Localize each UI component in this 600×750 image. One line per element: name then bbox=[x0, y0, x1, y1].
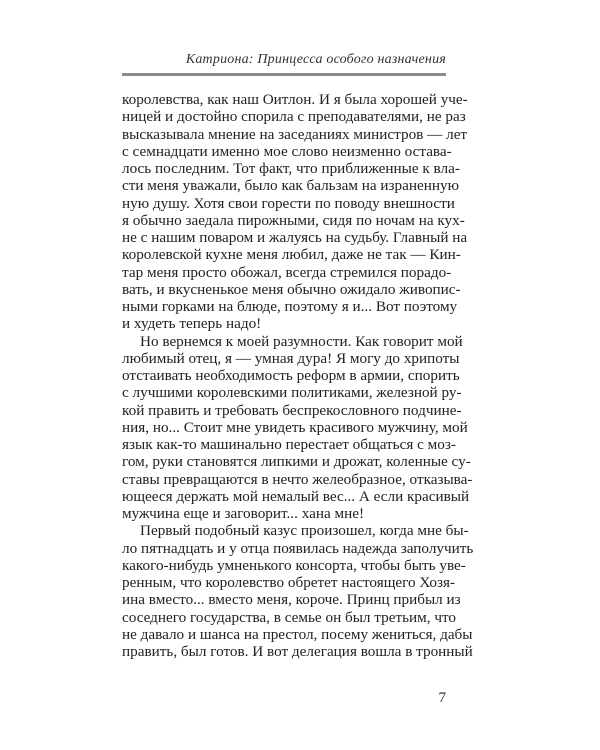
text-line: королевства, как наш Оитлон. И я была хорошей уче- bbox=[122, 91, 468, 108]
text-line: отстаивать необходимость реформ в армии, спорить bbox=[122, 367, 460, 384]
header-rule bbox=[122, 73, 446, 76]
text-line: ина вместо... вместо меня, короче. Принц прибыл из bbox=[122, 591, 461, 609]
text-line: любимый отец, я — умная дура! Я могу до хрипоты bbox=[122, 349, 460, 367]
text-line: лось последним. Тот факт, что приближенные к вла- bbox=[122, 160, 460, 177]
text-line: вать, и вкусненькое меня обычно ожидало живопис- bbox=[122, 280, 461, 298]
text-line: ставы превращаются в нечто желеобразное, отказыва- bbox=[122, 470, 473, 488]
text-line: ющееся держать мой немалый вес... А если красивый bbox=[122, 487, 470, 505]
text-line: ния, но... Стоит мне увидеть красивого мужчину, мой bbox=[122, 418, 468, 436]
text-line: не давало и шанса на престол, посему жениться, дабы bbox=[122, 625, 473, 643]
text-line: кой править и требовать беспрекословного подчине- bbox=[122, 401, 462, 419]
text-line: ренным, что королевство обретет настоящего Хозя- bbox=[122, 574, 456, 591]
text-line: высказывала мнение на заседаниях министров — лет bbox=[122, 125, 468, 143]
text-line: гом, руки становятся липкими и дрожат, коленные су- bbox=[122, 453, 471, 471]
text-line: не с нашим поваром и жалуясь на судьбу. Главный на bbox=[122, 229, 468, 246]
page-number: 7 bbox=[438, 690, 446, 706]
text-line: ло пятнадцать и у отца появилась надежда заполучить bbox=[122, 539, 474, 557]
text-line: я обычно заедала пирожными, сидя по ночам на кух- bbox=[122, 211, 465, 229]
text-line: соседнего государства, в семье он был третьим, что bbox=[122, 608, 457, 626]
text-line: ную душу. Хотя свои горести по поводу внешности bbox=[122, 194, 455, 212]
text-line: править, был готов. И вот делегация вошла в тронный bbox=[122, 643, 473, 660]
text-line: Но вернемся к моей разумности. Как говорит мой bbox=[140, 332, 463, 350]
text-line: с лучшими королевскими политиками, железной ру- bbox=[122, 384, 462, 402]
text-line: с семнадцати именно мое слово неизменно остава- bbox=[122, 142, 452, 160]
text-line: язык как-то машинально перестает общаться с моз- bbox=[122, 436, 456, 453]
text-line: какого-нибудь умненького консорта, чтобы быть уве- bbox=[122, 556, 466, 574]
text-line: мужчина еще и заговорит... хана мне! bbox=[122, 505, 365, 522]
text-line: Первый подобный казус произошел, когда мне бы- bbox=[140, 522, 469, 540]
text-line: и худеть теперь надо! bbox=[122, 315, 262, 333]
text-line: сти меня уважали, было как бальзам на израненную bbox=[122, 177, 459, 195]
text-line: ными горками на блюде, поэтому я и... Вот поэтому bbox=[122, 298, 458, 315]
running-header: Катриона: Принцесса особого назначения bbox=[185, 52, 446, 67]
text-line: ницей и достойно спорила с преподавателями, не раз bbox=[122, 108, 466, 126]
text-line: тар меня просто обожал, всегда стремился порадо- bbox=[122, 263, 452, 281]
text-line: королевской кухне меня любил, даже не так — Кин- bbox=[122, 246, 461, 264]
body-text bbox=[122, 91, 474, 660]
